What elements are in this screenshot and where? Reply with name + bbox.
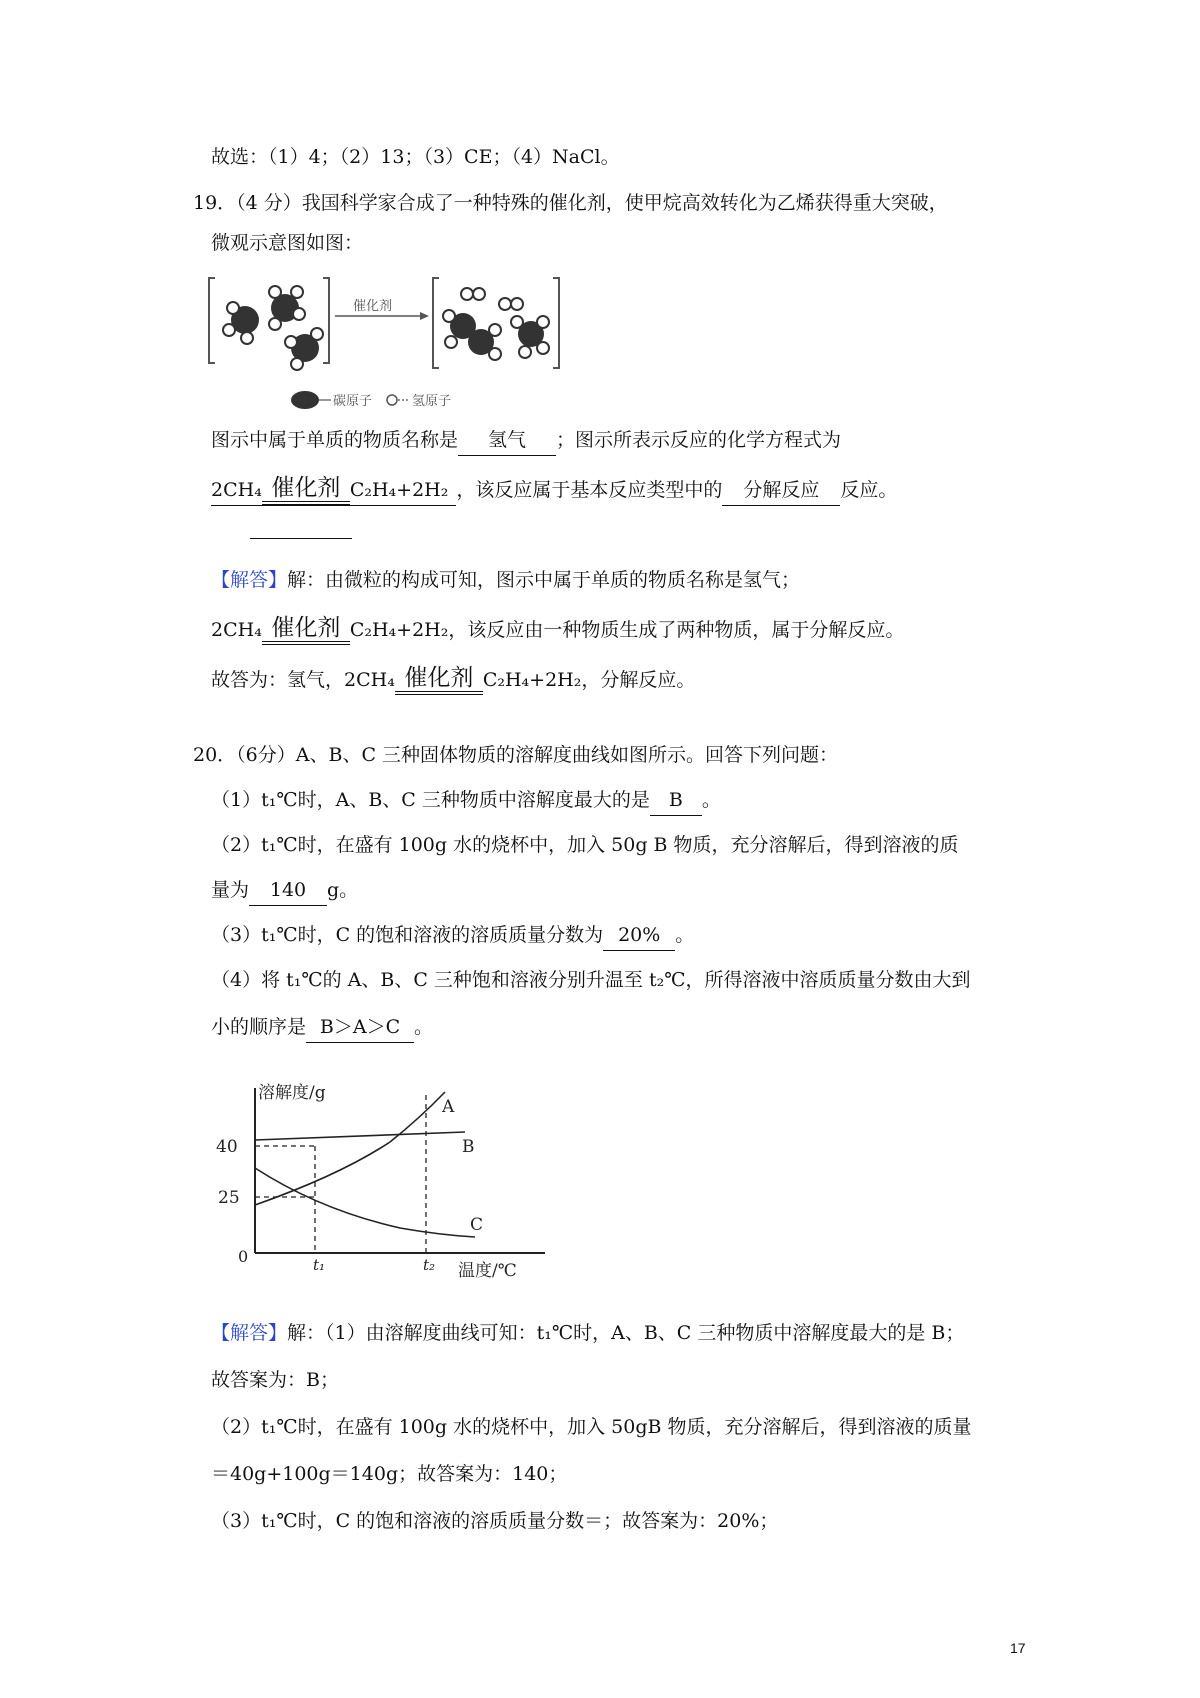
q19-blank-2: 2CH₄ 催化剂 C₂H₄+2H₂ [211, 475, 456, 506]
q19-blank-1: 氢气 [458, 425, 556, 456]
q20-solution-2b: ＝40g+100g＝140g；故答案为：140； [211, 1463, 568, 1485]
q20-solution-3: （3）t₁℃时，C 的饱和溶液的溶质质量分数＝；故答案为：20%； [211, 1510, 779, 1532]
q20-blank-1: B [650, 785, 702, 816]
q19-equation-line: 2CH₄ 催化剂 C₂H₄+2H₂ ，该反应属于基本反应类型中的 分解反应 反应。 [211, 475, 897, 506]
label-C: C [470, 1215, 484, 1235]
q20-part3: （3）t₁℃时，C 的饱和溶液的溶质质量分数为 20% 。 [211, 920, 694, 951]
label-A: A [442, 1097, 455, 1117]
solubility-curve-figure [200, 1070, 560, 1290]
q20-blank-3: 20% [603, 920, 675, 951]
diagram-catalyst-label: 催化剂 [353, 299, 393, 314]
q20-title: 20．（6分）A、B、C 三种固体物质的溶解度曲线如图所示。回答下列问题： [193, 744, 839, 766]
q19-solution-2: 2CH₄ 催化剂 C₂H₄+2H₂，该反应由一种物质生成了两种物质，属于分解反应。 [211, 615, 904, 645]
curve-A [255, 1092, 445, 1205]
q20-blank-2: 140 [249, 875, 327, 906]
q19-title: 19．（4 分）我国科学家合成了一种特殊的催化剂，使甲烷高效转化为乙烯获得重大突破， [193, 192, 948, 214]
q20-part1: （1）t₁℃时，A、B、C 三种物质中溶解度最大的是 B 。 [211, 785, 721, 816]
q20-solution-1: 【解答】解：（1）由溶解度曲线可知：t₁℃时，A、B、C 三种物质中溶解度最大的是 B； [211, 1322, 965, 1344]
q20-blank-4: B＞A＞C [306, 1012, 414, 1043]
chart-y25: 25 [218, 1188, 240, 1208]
q20-part4: （4）将 t₁℃的 A、B、C 三种饱和溶液分别升温至 t₂℃，所得溶液中溶质质量分数由大到 [211, 969, 971, 991]
q19-blank-3: 分解反应 [722, 475, 840, 506]
q20-solution-2: （2）t₁℃时，在盛有 100g 水的烧杯中，加入 50gB 物质，充分溶解后，得到溶液的质量 [211, 1416, 972, 1438]
label-B: B [462, 1137, 475, 1157]
q19-micro-diagram [205, 268, 595, 423]
chart-y40: 40 [216, 1137, 238, 1157]
curve-B [255, 1132, 465, 1140]
q19-title-cont: 微观示意图如图： [211, 232, 364, 254]
previous-answer: 故选：（1）4；（2）13；（3）CE；（4）NaCl。 [211, 146, 620, 168]
q19-underline-extra [250, 538, 352, 539]
q19-solution-1: 【解答】解：由微粒的构成可知，图示中属于单质的物质名称是氢气； [211, 569, 801, 591]
q20-solution-1b: 故答案为：B； [211, 1369, 339, 1391]
chart-xlabel: 温度/℃ [458, 1261, 517, 1281]
chart-t1: t₁ [313, 1256, 326, 1274]
page-number: 17 [1010, 1640, 1026, 1656]
q20-part4-cont: 小的顺序是 B＞A＞C 。 [211, 1012, 433, 1043]
legend-carbon: 碳原子 [333, 394, 373, 409]
q20-part2-cont: 量为 140 g。 [211, 875, 358, 906]
q19-stem-1: 图示中属于单质的物质名称是 氢气 ；图示所表示反应的化学方程式为 [211, 425, 841, 456]
q19-final-answer: 故答为：氢气，2CH₄ 催化剂 C₂H₄+2H₂，分解反应。 [211, 665, 695, 695]
legend-hydrogen: 氢原子 [412, 394, 452, 409]
q20-part2: （2）t₁℃时，在盛有 100g 水的烧杯中，加入 50g B 物质，充分溶解后，得到溶液的质 [211, 834, 959, 856]
solution-tag: 【解答】 [211, 569, 288, 591]
chart-origin: 0 [238, 1247, 249, 1266]
curve-C [255, 1168, 475, 1237]
chart-t2: t₂ [423, 1256, 436, 1274]
chart-ylabel: 溶解度/g [258, 1083, 326, 1103]
